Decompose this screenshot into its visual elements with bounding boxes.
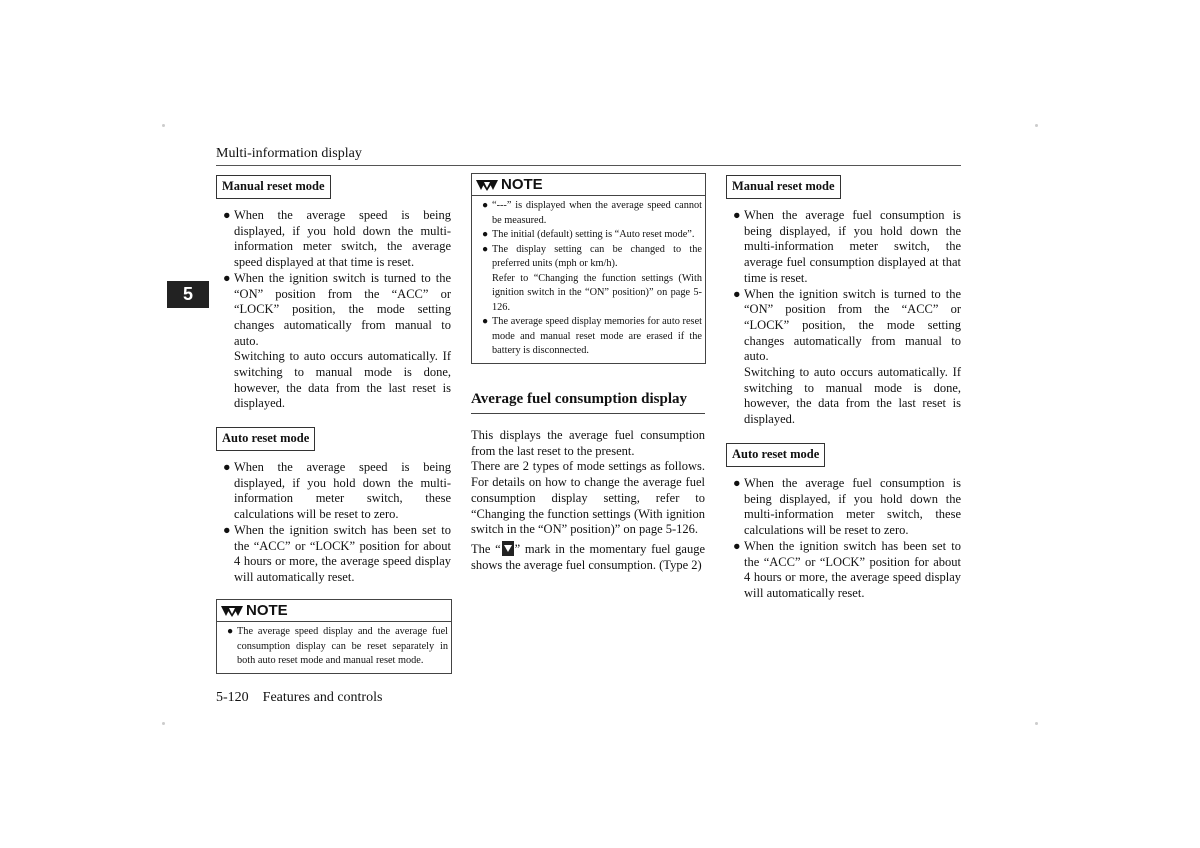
manual-reset-heading: Manual reset mode xyxy=(216,175,331,199)
list-item: ● When the ignition switch has been set to the “ACC” or “LOCK” position for about 4 hours or more, the average speed display will automatically reset. xyxy=(223,522,451,584)
note-warning-icon xyxy=(475,177,499,193)
bullet-dot: ● xyxy=(482,200,489,211)
bullet-dot: ● xyxy=(482,229,489,240)
column-3 xyxy=(726,175,961,428)
note-label: NOTE xyxy=(501,176,543,193)
section-title: Average fuel consumption display xyxy=(471,391,705,414)
note-box-middle xyxy=(471,173,706,364)
paragraph-with-icon: The “ ” mark in the momentary fuel gauge shows the average fuel consumption. (Type 2) xyxy=(471,541,705,572)
footer-section: Features and controls xyxy=(262,690,383,705)
note-list xyxy=(472,196,705,363)
note-item: ● The average speed display memories for auto reset mode and manual reset mode are erased if the battery is disconnected. xyxy=(482,316,702,356)
list-item: ● When the average fuel consumption is being displayed, if you hold down the multi-information meter switch, the average fuel consumption displayed at that time is reset. xyxy=(733,208,961,285)
note-item-extra: Refer to “Changing the function settings (With ignition switch in the “ON” position)” on page 5-126. xyxy=(492,272,702,313)
column-1-auto xyxy=(216,427,451,586)
crop-mark xyxy=(162,124,165,127)
bullet-dot: ● xyxy=(227,626,234,637)
column-1 xyxy=(216,175,451,412)
page-header-title: Multi-information display xyxy=(216,146,362,161)
list-item: ● When the ignition switch has been set to the “ACC” or “LOCK” position for about 4 hours or more, the average speed display will automatically reset. xyxy=(733,538,961,600)
list-item: ● When the average speed is being displayed, if you hold down the multi-information meter switch, the average speed displayed at that time is reset. xyxy=(223,208,451,270)
auto-reset-list xyxy=(726,476,961,602)
section-body xyxy=(471,428,705,573)
note-header xyxy=(217,600,451,622)
list-item: ● When the average fuel consumption is being displayed, if you hold down the multi-information meter switch, these calculations will be reset to zero. xyxy=(733,476,961,538)
paragraph: This displays the average fuel consumption from the last reset to the present. xyxy=(471,428,705,458)
list-item: ● When the ignition switch is turned to the “ON” position from the “ACC” or “LOCK” position, the mode setting changes automatically from manual to auto. Switching to auto occurs automatically. If switching to manual mode is done, however, the data from the last reset is displayed. xyxy=(223,270,451,411)
fuel-mark-icon xyxy=(502,541,514,556)
column-3-auto xyxy=(726,443,961,602)
manual-reset-list xyxy=(216,208,451,412)
note-item: ● “---” is displayed when the average speed cannot be measured. xyxy=(482,200,702,226)
note-header xyxy=(472,174,705,196)
auto-reset-heading: Auto reset mode xyxy=(726,443,825,467)
auto-reset-list xyxy=(216,460,451,586)
list-item: ● When the average speed is being displayed, if you hold down the multi-information meter switch, these calculations will be reset to zero. xyxy=(223,460,451,522)
bullet-dot: ● xyxy=(223,270,231,285)
bullet-dot: ● xyxy=(482,243,489,255)
auto-reset-heading: Auto reset mode xyxy=(216,427,315,451)
note-warning-icon xyxy=(220,603,244,619)
crop-mark xyxy=(162,722,165,725)
page-number: 5-120 xyxy=(216,690,249,705)
column-2-section xyxy=(471,391,705,573)
note-label: NOTE xyxy=(246,602,288,619)
list-item-extra: Switching to auto occurs automatically. If switching to manual mode is done, however, the data from the last reset is displayed. xyxy=(234,349,451,411)
bullet-dot: ● xyxy=(223,208,231,222)
paragraph: There are 2 types of mode settings as follows. For details on how to change the average fuel consumption display setting, refer to “Changing the function settings (With ignition switch in the “ON” position)” on page 5-126. xyxy=(471,459,705,537)
bullet-dot: ● xyxy=(223,522,231,537)
note-item: ● The display setting can be changed to the preferred units (mph or km/h). Refer to “Changing the function settings (With ignition switch in the “ON” position)” on page 5-126. xyxy=(472,243,702,316)
crop-mark xyxy=(1035,722,1038,725)
page-footer xyxy=(216,690,382,706)
note-list xyxy=(217,622,451,673)
bullet-dot: ● xyxy=(223,460,231,474)
bullet-dot: ● xyxy=(733,538,741,553)
note-item: ● The initial (default) setting is “Auto reset mode”. xyxy=(472,228,702,243)
crop-mark xyxy=(1035,124,1038,127)
manual-reset-heading: Manual reset mode xyxy=(726,175,841,199)
list-item: ● When the ignition switch is turned to the “ON” position from the “ACC” or “LOCK” position, the mode setting changes automatically from manual to auto. Switching to auto occurs automatically. If switching to manual mode is done, however, the data from the last reset is displayed. xyxy=(733,286,961,427)
list-item-extra: Switching to auto occurs automatically. If switching to manual mode is done, however, the data from the last reset is displayed. xyxy=(744,365,961,427)
note-box-left xyxy=(216,599,452,674)
note-item: ● The average speed display and the average fuel consumption display can be reset separately in both auto reset mode and manual reset mode. xyxy=(227,626,448,666)
bullet-dot: ● xyxy=(733,286,741,301)
manual-reset-list xyxy=(726,208,961,428)
header-divider xyxy=(216,165,961,166)
bullet-dot: ● xyxy=(482,316,489,327)
bullet-dot: ● xyxy=(733,476,741,490)
chapter-tab: 5 xyxy=(167,281,209,308)
bullet-dot: ● xyxy=(733,208,741,222)
